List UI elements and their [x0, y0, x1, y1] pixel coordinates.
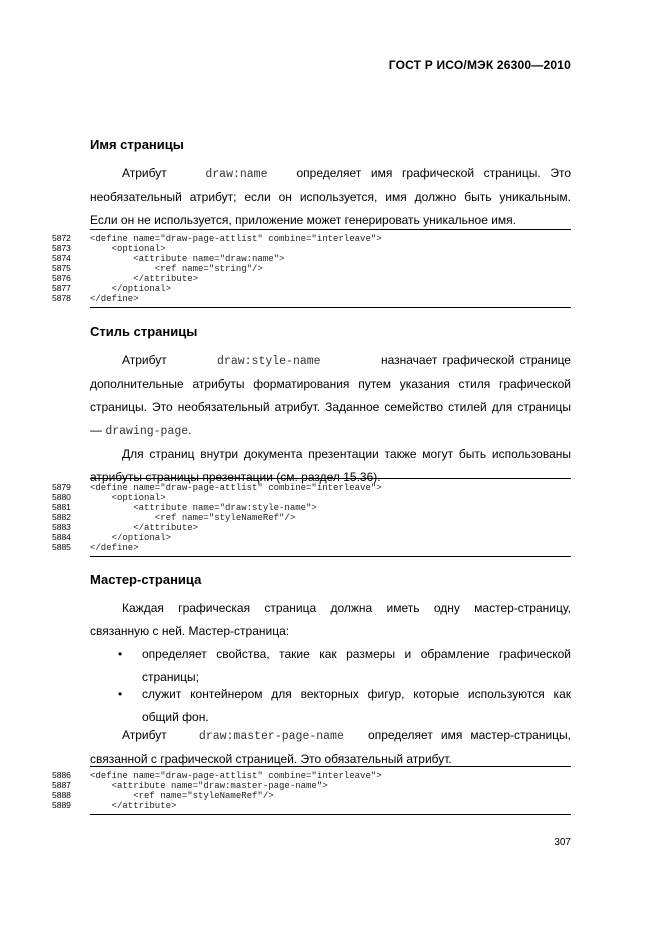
code-line-number: 5879: [52, 482, 71, 492]
paragraph-line: атрибуты страницы презентации (см. раздел 15.36).: [90, 470, 381, 484]
code-top-rule: [90, 766, 571, 767]
paragraph-page-style: [90, 349, 571, 489]
code-line-number: 5873: [52, 243, 71, 253]
bullet-line: определяет свойства, такие как размеры и обрамление графической: [142, 647, 571, 661]
code-line-text: <define name="draw-page-attlist" combine="interleave">: [90, 771, 382, 781]
paragraph-page-name: [90, 162, 571, 232]
code-line-number: 5882: [52, 512, 71, 522]
paragraph-master-page: [90, 597, 571, 643]
code-line: [52, 293, 139, 303]
code-line-text: <ref name="string"/>: [90, 264, 263, 274]
code-line: [52, 532, 171, 542]
paragraph-line: Атрибут draw:style-name назначает графической странице: [122, 353, 571, 368]
paragraph-line: Каждая графическая страница должна иметь одну мастер-страницу,: [122, 601, 571, 615]
code-line: [52, 283, 171, 293]
page-number: 307: [554, 837, 571, 848]
bullet-line: страницы;: [142, 670, 200, 684]
code-line-text: </define>: [90, 294, 139, 304]
code-block-page-style: [52, 478, 571, 558]
code-bottom-rule: [90, 307, 571, 308]
code-line-number: 5889: [52, 800, 71, 810]
code-line-text: </attribute>: [90, 274, 199, 284]
code-line-number: 5877: [52, 283, 71, 293]
code-line-text: <attribute name="draw:style-name">: [90, 503, 317, 513]
bullet-line: служит контейнером для векторных фигур, которые используются как: [142, 687, 571, 701]
code-line-number: 5876: [52, 273, 71, 283]
code-line: [52, 273, 198, 283]
bullet-marker: •: [118, 647, 123, 661]
code-line-text: </optional>: [90, 284, 172, 294]
code-line: [52, 800, 176, 810]
code-line-number: 5880: [52, 492, 71, 502]
paragraph-line: дополнительные атрибуты форматирования путем указания стиля графической: [90, 377, 571, 391]
paragraph-line: связанную с ней. Мастер-страница:: [90, 624, 290, 638]
code-line: [52, 542, 139, 552]
code-line-number: 5886: [52, 770, 71, 780]
code-line-number: 5872: [52, 233, 71, 243]
code-line: [52, 482, 382, 492]
code-line: [52, 770, 382, 780]
paragraph-line: связанной с графической страницей. Это обязательный атрибут.: [90, 752, 452, 766]
section-title-page-style: Стиль страницы: [90, 324, 198, 339]
code-line-text: </define>: [90, 543, 139, 553]
paragraph-line: Для страниц внутри документа презентации также могут быть использованы: [122, 447, 571, 461]
code-top-rule: [90, 478, 571, 479]
paragraph-master-page-attr: [90, 724, 571, 771]
code-line-number: 5887: [52, 780, 71, 790]
bullet-marker: •: [118, 687, 123, 701]
code-line: [52, 780, 328, 790]
code-line-text: </optional>: [90, 533, 172, 543]
code-line-number: 5884: [52, 532, 71, 542]
code-line: [52, 790, 274, 800]
code-line-text: </attribute>: [90, 801, 177, 811]
paragraph-line: Атрибут draw:name определяет имя графической страницы. Это: [122, 166, 572, 181]
code-line: [52, 492, 166, 502]
paragraph-line: необязательный атрибут; если он используется, имя должно быть уникальным.: [90, 190, 571, 204]
code-line: [52, 243, 166, 253]
code-line: [52, 233, 382, 243]
code-line-text: <attribute name="draw:name">: [90, 254, 285, 264]
code-block-page-name: [52, 229, 571, 309]
code-top-rule: [90, 229, 571, 230]
code-line-number: 5874: [52, 253, 71, 263]
code-line-text: <ref name="styleNameRef"/>: [90, 791, 274, 801]
code-line-text: <optional>: [90, 244, 166, 254]
code-line: [52, 263, 263, 273]
code-line: [52, 502, 317, 512]
code-line-number: 5875: [52, 263, 71, 273]
code-line-text: <ref name="styleNameRef"/>: [90, 513, 296, 523]
code-line: [52, 522, 198, 532]
code-line-text: <define name="draw-page-attlist" combine="interleave">: [90, 483, 382, 493]
code-line-number: 5881: [52, 502, 71, 512]
paragraph-line: страницы. Это необязательный атрибут. Заданное семейство стилей для страницы: [90, 400, 571, 414]
code-line-text: </attribute>: [90, 523, 199, 533]
document-standard-header: ГОСТ Р ИСО/МЭК 26300—2010: [388, 58, 571, 72]
code-line-number: 5883: [52, 522, 71, 532]
code-block-master-page: [52, 766, 571, 816]
code-line-number: 5885: [52, 542, 71, 552]
code-line-text: <define name="draw-page-attlist" combine="interleave">: [90, 234, 382, 244]
code-line: [52, 253, 284, 263]
code-bottom-rule: [90, 814, 571, 815]
bullet-line: общий фон.: [142, 710, 209, 724]
paragraph-line: Атрибут draw:master-page-name определяет имя мастер-страницы,: [122, 728, 572, 743]
paragraph-line: — drawing-page.: [90, 423, 192, 438]
section-title-master-page: Мастер-страница: [90, 572, 202, 587]
section-title-page-name: Имя страницы: [90, 137, 184, 152]
code-line-number: 5878: [52, 293, 71, 303]
code-line-text: <optional>: [90, 493, 166, 503]
paragraph-line: Если он не используется, приложение может генерировать уникальное имя.: [90, 213, 516, 227]
code-line-text: <attribute name="draw:master-page-name">: [90, 781, 328, 791]
code-line-number: 5888: [52, 790, 71, 800]
code-line: [52, 512, 295, 522]
code-bottom-rule: [90, 556, 571, 557]
